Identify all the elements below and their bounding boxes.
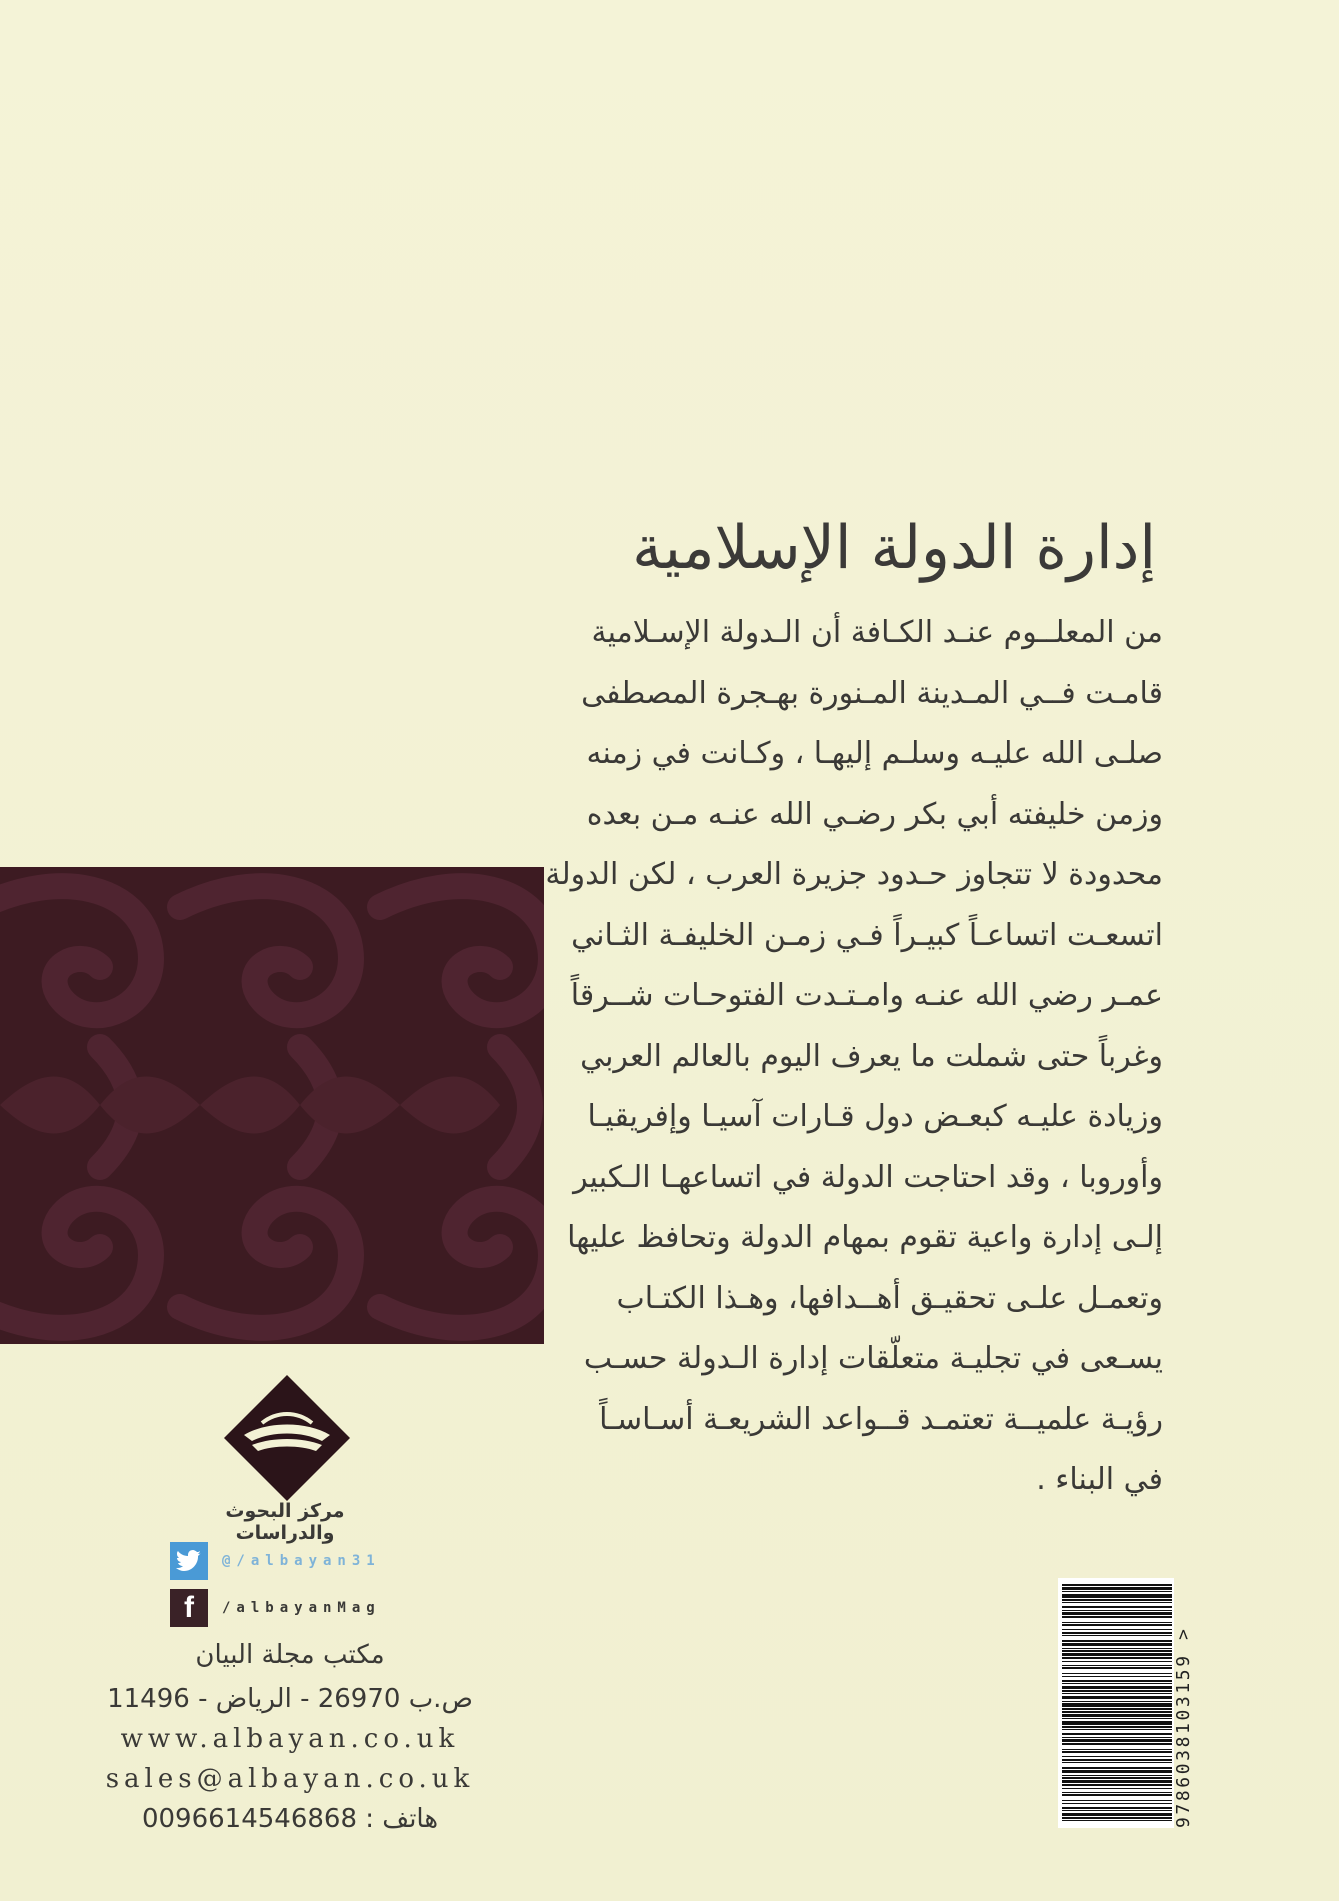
description-line: رؤيـة علميــة تعتمـد قــواعد الشريعـة أسـاسـاً — [599, 1401, 1163, 1437]
barcode-bar — [1062, 1591, 1172, 1592]
barcode-bar — [1062, 1686, 1172, 1689]
barcode-bar — [1062, 1701, 1172, 1702]
barcode-bar — [1062, 1657, 1172, 1659]
phone-number: هاتف : 0096614546868 — [141, 1804, 439, 1834]
barcode-bar — [1062, 1756, 1172, 1757]
website-address: www.albayan.co.uk — [120, 1724, 460, 1754]
publisher-logo — [222, 1373, 352, 1503]
barcode-bar — [1062, 1780, 1172, 1783]
barcode-bar — [1062, 1820, 1172, 1821]
description-line: وغرباً حتى شملت ما يعرف اليوم بالعالم العربي — [580, 1038, 1163, 1074]
barcode-bar — [1062, 1788, 1172, 1789]
barcode-bar — [1062, 1800, 1172, 1801]
barcode-bar — [1062, 1767, 1172, 1769]
barcode-bar — [1062, 1777, 1172, 1779]
barcode-bar — [1062, 1635, 1172, 1636]
barcode-bar — [1062, 1643, 1172, 1646]
description-line: وزيادة عليـه كبعـض دول قـارات آسيـا وإفريقيـا — [587, 1099, 1163, 1134]
barcode-bar — [1062, 1737, 1172, 1738]
barcode-bar — [1062, 1690, 1172, 1692]
barcode-bar — [1062, 1703, 1172, 1707]
barcode-marker: > — [1173, 1626, 1194, 1640]
description-line: محدودة لا تتجاوز حـدود جزيرة العرب ، لكن الدولة — [545, 857, 1163, 892]
barcode-bar — [1062, 1612, 1172, 1615]
barcode-bar — [1062, 1726, 1172, 1728]
po-box: ص.ب 26970 - الرياض - 11496 — [107, 1684, 473, 1714]
book-title: إدارة الدولة الإسلامية — [632, 513, 1156, 583]
description-line: يسـعى في تجليـة متعلّقات إدارة الـدولة حسـب — [583, 1341, 1163, 1376]
barcode-bar — [1062, 1683, 1172, 1684]
barcode-bar — [1062, 1616, 1172, 1618]
arabesque-pattern — [0, 867, 544, 1344]
description-line: من المعلــوم عنـد الكـافة أن الـدولة الإسـلامية — [591, 615, 1163, 650]
description-line: وأوروبا ، وقد احتاجت الدولة في اتساعهـا الـكبير — [573, 1159, 1163, 1195]
barcode-bar — [1062, 1775, 1172, 1776]
barcode-bar — [1062, 1648, 1172, 1649]
publisher-label: مركز البحوث والدراسات — [225, 1500, 345, 1544]
barcode-bar — [1062, 1708, 1172, 1710]
book-description — [543, 603, 1163, 1511]
barcode-bar — [1062, 1610, 1172, 1611]
barcode-bar — [1062, 1673, 1172, 1674]
barcode-bar — [1062, 1810, 1172, 1811]
barcode-bar — [1062, 1711, 1172, 1713]
twitter-row — [170, 1541, 381, 1581]
facebook-icon: f — [170, 1589, 208, 1627]
barcode-bar — [1062, 1813, 1172, 1816]
barcode-bar — [1062, 1792, 1172, 1793]
office-name: مكتب مجلة البيان — [195, 1640, 385, 1670]
decorative-pattern-panel — [0, 867, 544, 1344]
barcode-bar — [1062, 1650, 1172, 1652]
isbn-digits — [1173, 1578, 1195, 1828]
barcode-bar — [1062, 1743, 1172, 1745]
albayan-logo-icon — [222, 1373, 352, 1503]
twitter-handle: @/albayan31 — [222, 1553, 381, 1569]
isbn-number: 9786038103159 — [1173, 1653, 1194, 1828]
barcode-bar — [1062, 1606, 1172, 1608]
barcode-bar — [1062, 1807, 1172, 1809]
description-line: قامـت فــي المـدينة المـنورة بهـجرة المصطفى — [581, 675, 1163, 711]
description-line: إلـى إدارة واعية تقوم بمهام الدولة وتحافظ عليها — [567, 1220, 1163, 1255]
barcode-bar — [1062, 1584, 1172, 1586]
barcode-bar — [1062, 1624, 1172, 1626]
barcode-bar — [1062, 1602, 1172, 1603]
barcode-bar — [1062, 1599, 1172, 1601]
barcode-bar — [1062, 1632, 1172, 1634]
barcode-bar — [1062, 1770, 1172, 1773]
barcode-bar — [1062, 1718, 1172, 1719]
barcode-bar — [1062, 1714, 1172, 1717]
barcode-bar — [1062, 1739, 1172, 1742]
description-line: صلـى الله عليـه وسلـم إليهـا ، وكـانت في زمنه — [586, 736, 1163, 771]
barcode-bar — [1062, 1587, 1172, 1590]
barcode-bar — [1062, 1665, 1172, 1666]
barcode-bar — [1062, 1629, 1172, 1630]
barcode-bar — [1062, 1653, 1172, 1656]
description-line: في البناء . — [1036, 1462, 1163, 1497]
barcode-bar — [1062, 1676, 1172, 1677]
barcode-bar — [1062, 1803, 1172, 1804]
description-line: عمـر رضي الله عنـه وامـتـدت الفتوحـات شــرقاً — [570, 978, 1163, 1013]
email-address: sales@albayan.co.uk — [105, 1764, 475, 1794]
barcode-bar — [1062, 1594, 1172, 1598]
barcode-bar — [1062, 1696, 1172, 1699]
barcode-bar — [1062, 1794, 1172, 1796]
barcode-bar — [1062, 1762, 1172, 1763]
barcode-bar — [1062, 1640, 1172, 1642]
barcode-bar — [1062, 1721, 1172, 1725]
twitter-icon — [170, 1542, 208, 1580]
barcode-bar — [1062, 1733, 1172, 1735]
barcode-bar — [1062, 1680, 1172, 1682]
barcode-bar — [1062, 1749, 1172, 1750]
barcode-bar — [1062, 1667, 1172, 1669]
description-line: وزمن خليفته أبي بكر رضـي الله عنـه مـن بعده — [586, 796, 1163, 832]
barcode-bar — [1062, 1622, 1172, 1623]
isbn-barcode — [1058, 1578, 1174, 1828]
barcode-bar — [1062, 1759, 1172, 1761]
barcode-bar — [1062, 1784, 1172, 1786]
barcode-bar — [1062, 1729, 1172, 1730]
barcode-bar — [1062, 1661, 1172, 1662]
description-line: اتسعـت اتساعـاً كبيـراً فـي زمـن الخليفـة الثـاني — [571, 917, 1163, 953]
description-line: وتعمـل علـى تحقيـق أهــدافها، وهـذا الكتـاب — [616, 1280, 1163, 1316]
barcode-bar — [1062, 1817, 1172, 1819]
facebook-handle: /albayanMag — [222, 1600, 381, 1616]
barcode-bar — [1062, 1751, 1172, 1753]
barcode-bar — [1062, 1693, 1172, 1694]
facebook-row — [170, 1588, 381, 1628]
